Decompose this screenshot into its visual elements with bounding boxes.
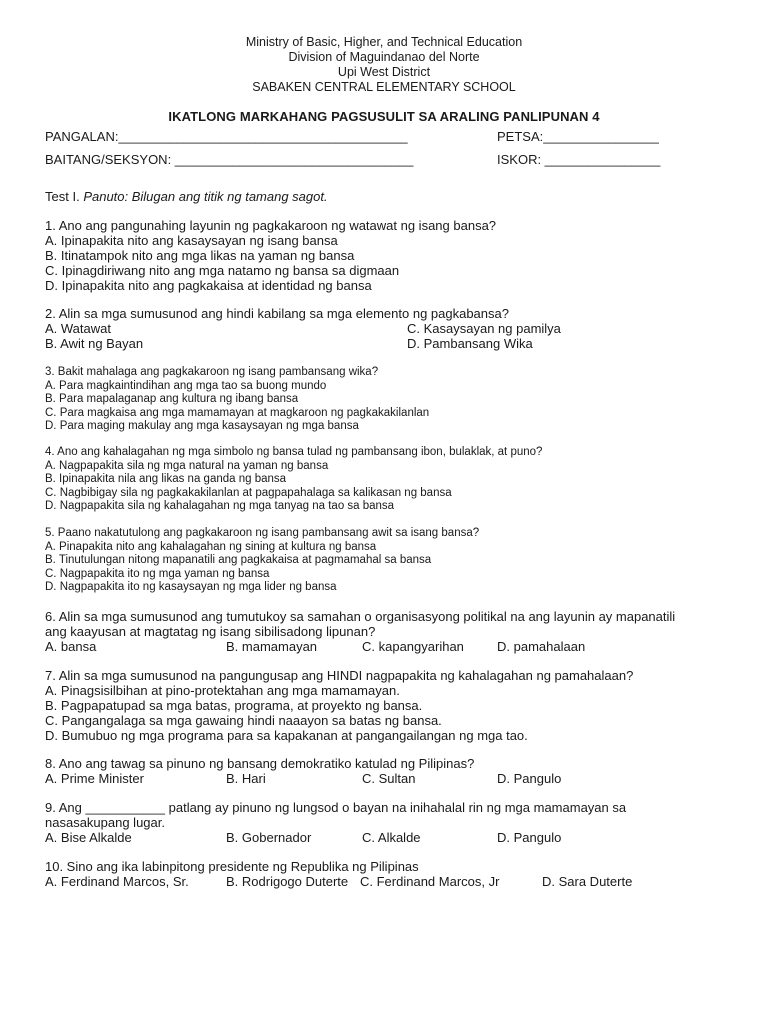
question-stem: 7. Alin sa mga sumusunod na pangungusap ang HINDI nagpapakita ng kahalagahan ng pamahalaan?: [45, 668, 634, 683]
option-a[interactable]: A. Pinapakita nito ang kahalagahan ng sining at kultura ng bansa: [45, 540, 377, 553]
option-d[interactable]: D. Ipinapakita nito ang pagkakaisa at identidad ng bansa: [45, 278, 372, 293]
option-b[interactable]: B. Tinutulungan nitong mapanatili ang pagkakaisa at pagmamahal sa bansa: [45, 554, 432, 566]
option-d[interactable]: D. Nagpapakita ito ng kasaysayan ng mga lider ng bansa: [45, 581, 337, 593]
option-a[interactable]: A. Pinagsisilbihan at pino-protektahan ang mga mamamayan.: [45, 683, 400, 698]
question-stem: 1. Ano ang pangunahing layunin ng pagkakaroon ng watawat ng isang bansa?: [45, 218, 497, 233]
option-c[interactable]: C. Alkalde: [362, 830, 421, 845]
option-d[interactable]: D. Pangulo: [497, 771, 562, 786]
option-c[interactable]: C. Para magkaisa ang mga mamamayan at magkaroon ng pagkakakilanlan: [45, 406, 430, 419]
instructions-text: Panuto: Bilugan ang titik ng tamang sagot.: [83, 189, 328, 204]
option-b[interactable]: B. Gobernador: [226, 830, 312, 845]
option-a[interactable]: A. Ferdinand Marcos, Sr.: [45, 874, 189, 889]
option-c[interactable]: C. Sultan: [362, 771, 416, 786]
question-stem: 9. Ang ___________ patlang ay pinuno ng lungsod o bayan na inihahalal rin ng mga mamamayan sa: [45, 800, 627, 815]
option-b[interactable]: B. Awit ng Bayan: [45, 336, 144, 351]
question-4: [45, 446, 735, 514]
question-stem-continued: nasasakupang lugar.: [45, 815, 165, 830]
question-stem: 5. Paano nakatutulong ang pagkakaroon ng isang pambansang awit sa isang bansa?: [45, 527, 480, 539]
option-a[interactable]: A. bansa: [45, 639, 97, 654]
question-stem: 6. Alin sa mga sumusunod ang tumutukoy sa samahan o organisasyong politikal na ang layunin ay mapanatili: [45, 609, 676, 624]
question-10: [45, 859, 735, 889]
option-a[interactable]: A. Ipinapakita nito ang kasaysayan ng isang bansa: [45, 233, 338, 248]
option-b[interactable]: B. Para mapalaganap ang kultura ng ibang bansa: [45, 393, 299, 405]
score-field[interactable]: ISKOR: ________________: [497, 152, 661, 167]
question-stem-continued: ang kaayusan at magtatag ng isang sibilisadong lipunan?: [45, 624, 376, 639]
option-b[interactable]: B. Ipinapakita nila ang likas na ganda ng bansa: [45, 473, 287, 485]
option-b[interactable]: B. mamamayan: [226, 639, 318, 654]
question-8: [45, 756, 735, 786]
question-1: [45, 218, 735, 293]
option-c[interactable]: C. Ferdinand Marcos, Jr: [360, 874, 500, 889]
option-c[interactable]: C. Nagbibigay sila ng pagkakakilanlan at pagpapahalaga sa kalikasan ng bansa: [45, 486, 452, 499]
option-a[interactable]: A. Nagpapakita sila ng mga natural na yaman ng bansa: [45, 459, 329, 472]
test-label: Test I.: [45, 189, 80, 204]
exam-title: IKATLONG MARKAHANG PAGSUSULIT SA ARALING PANLIPUNAN 4: [168, 109, 600, 124]
option-a[interactable]: A. Watawat: [45, 321, 111, 336]
question-stem: 2. Alin sa mga sumusunod ang hindi kabilang sa mga elemento ng pagkabansa?: [45, 306, 509, 321]
date-field[interactable]: PETSA:________________: [497, 129, 659, 144]
option-d[interactable]: D. Para maging makulay ang mga kasaysayan ng mga bansa: [45, 420, 359, 432]
question-7: [45, 668, 735, 743]
option-a[interactable]: A. Bise Alkalde: [45, 830, 132, 845]
option-b[interactable]: B. Pagpapatupad sa mga batas, programa, at proyekto ng bansa.: [45, 698, 423, 713]
option-b[interactable]: B. Rodrigogo Duterte: [226, 874, 349, 889]
option-c[interactable]: C. Pangangalaga sa mga gawaing hindi naaayon sa batas ng bansa.: [45, 713, 442, 728]
question-stem: 10. Sino ang ika labinpitong presidente ng Republika ng Pilipinas: [45, 859, 419, 874]
question-6: [45, 609, 735, 654]
name-field[interactable]: PANGALAN:________________________________________: [45, 129, 408, 144]
option-d[interactable]: D. Pangulo: [497, 830, 562, 845]
section-field[interactable]: BAITANG/SEKSYON: _________________________________: [45, 152, 414, 167]
option-c[interactable]: C. Kasaysayan ng pamilya: [407, 321, 561, 336]
test-instructions: [45, 189, 328, 204]
question-stem: 3. Bakit mahalaga ang pagkakaroon ng isang pambansang wika?: [45, 366, 379, 378]
option-c[interactable]: C. Nagpapakita ito ng mga yaman ng bansa: [45, 567, 270, 580]
option-d[interactable]: D. Nagpapakita sila ng kahalagahan ng mga tanyag na tao sa bansa: [45, 500, 395, 512]
option-b[interactable]: B. Hari: [226, 771, 266, 786]
option-d[interactable]: D. Bumubuo ng mga programa para sa kapakanan at pangangailangan ng mga tao.: [45, 728, 528, 743]
option-b[interactable]: B. Itinatampok nito ang mga likas na yaman ng bansa: [45, 248, 355, 263]
question-stem: 4. Ano ang kahalagahan ng mga simbolo ng bansa tulad ng pambansang ibon, bulaklak, at puno?: [45, 446, 543, 458]
option-c[interactable]: C. Ipinagdiriwang nito ang mga natamo ng bansa sa digmaan: [45, 263, 400, 278]
option-d[interactable]: D. pamahalaan: [497, 639, 586, 654]
document-header: [0, 35, 768, 95]
question-5: [45, 527, 735, 595]
option-d[interactable]: D. Sara Duterte: [542, 874, 633, 889]
question-2: [45, 306, 735, 351]
ministry-name: Ministry of Basic, Higher, and Technical Education: [245, 35, 523, 49]
question-stem: 8. Ano ang tawag sa pinuno ng bansang demokratiko katulad ng Pilipinas?: [45, 756, 475, 771]
option-c[interactable]: C. kapangyarihan: [362, 639, 464, 654]
division-name: Division of Maguindanao del Norte: [288, 50, 480, 64]
question-9: [45, 800, 735, 845]
question-3: [45, 366, 735, 434]
school-name: SABAKEN CENTRAL ELEMENTARY SCHOOL: [252, 80, 516, 94]
option-a[interactable]: A. Para magkaintindihan ang mga tao sa buong mundo: [45, 379, 327, 392]
option-d[interactable]: D. Pambansang Wika: [407, 336, 533, 351]
option-a[interactable]: A. Prime Minister: [45, 771, 144, 786]
district-name: Upi West District: [337, 65, 431, 79]
